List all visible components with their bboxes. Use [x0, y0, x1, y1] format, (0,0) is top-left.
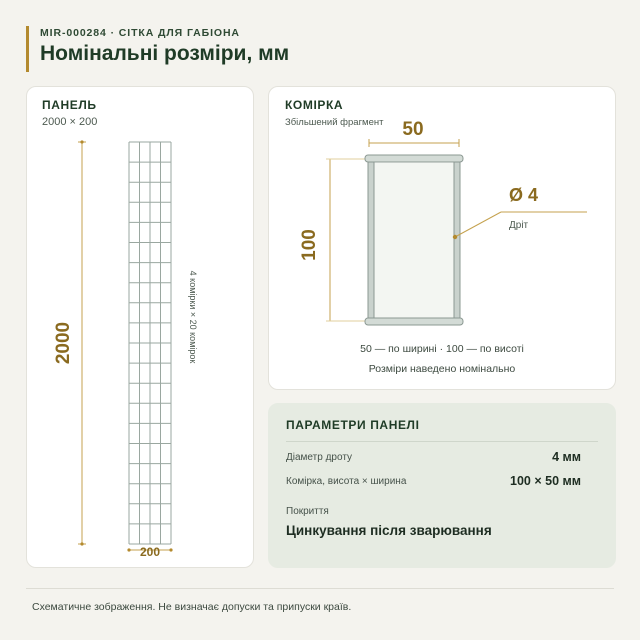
- footer-disclaimer: Схематичне зображення. Не визначає допуски та припуски країв.: [32, 601, 352, 613]
- panel-width-dim-dot-right: [169, 548, 172, 551]
- panel-card: [26, 86, 254, 568]
- wire-caption: Дріт: [509, 220, 529, 231]
- panel-height-label: 2000: [53, 321, 74, 365]
- product-sku: MIR-000284 · СІТКА ДЛЯ ГАБІОНА: [40, 27, 240, 39]
- cell-wire-right: [454, 157, 460, 325]
- cell-wire-bottom: [365, 318, 463, 325]
- panel-dims: 2000 × 200: [42, 116, 98, 128]
- wire-callout-line: [455, 212, 501, 237]
- params-title: ПАРАМЕТРИ ПАНЕЛІ: [286, 418, 420, 432]
- panel-mesh-note: 4 комірки × 20 комірок: [188, 270, 198, 364]
- wire-diameter-label-text: Діаметр дроту: [286, 452, 353, 463]
- cell-height-label: 100: [299, 229, 320, 261]
- panel-height-dim-dot-bottom: [80, 542, 83, 545]
- cell-subtitle: Збільшений фрагмент: [285, 117, 384, 128]
- panel-height-dim-dot-top: [80, 140, 83, 143]
- cell-note-dimensions: 50 — по ширині · 100 — по висоті: [360, 343, 524, 355]
- cell-width-label: 50: [402, 119, 424, 140]
- params-divider: [286, 441, 598, 442]
- wire-diameter-value: 4 мм: [552, 450, 581, 464]
- panel-mesh-grid: [129, 142, 171, 544]
- wire-callout-dot: [453, 235, 457, 239]
- cell-size-value: 100 × 50 мм: [510, 474, 581, 488]
- cell-size-label-text: Комірка, висота × ширина: [286, 476, 407, 487]
- wire-diameter-label: Ø 4: [509, 185, 539, 205]
- cell-inner: [373, 163, 455, 318]
- coating-label-text: Покриття: [286, 506, 329, 517]
- cell-card: [268, 86, 616, 390]
- cell-note-nominal: Розміри наведено номінально: [368, 363, 516, 375]
- params-card: [268, 403, 616, 568]
- panel-drawing: [27, 87, 253, 567]
- header-accent-bar: [26, 26, 29, 72]
- coating-value: Цинкування після зварювання: [286, 523, 492, 538]
- panel-width-label: 200: [139, 545, 161, 559]
- page-title: Номінальні розміри, мм: [40, 42, 290, 65]
- cell-wire-top: [365, 155, 463, 162]
- cell-wire-left: [368, 157, 374, 325]
- panel-width-dim-dot-left: [127, 548, 130, 551]
- footer-divider: [26, 588, 614, 589]
- panel-title: ПАНЕЛЬ: [42, 98, 97, 112]
- cell-title: КОМІРКА: [285, 98, 344, 112]
